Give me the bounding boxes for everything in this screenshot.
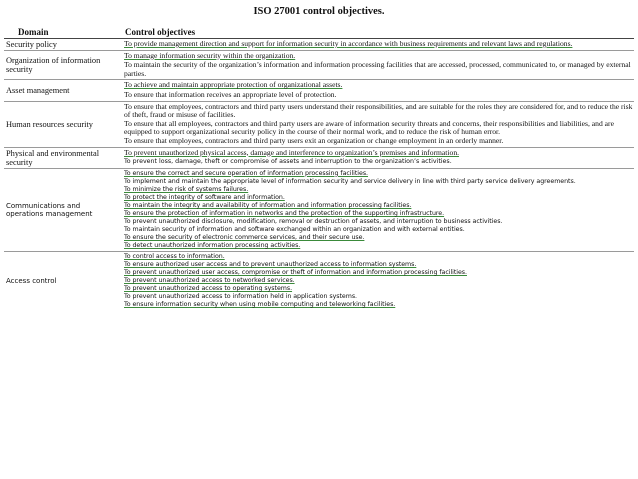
control-objective: To maintain security of information and software exchanged within an organization and with external entities.: [124, 226, 465, 234]
control-objective: To detect unauthorized information processing activities.: [124, 242, 301, 250]
control-objective: To prevent unauthorized access to information held in application systems.: [124, 293, 357, 301]
control-objective: To ensure that information receives an appropriate level of protection.: [124, 89, 337, 99]
domain-cell: Access control: [6, 277, 57, 286]
objectives-cell: [124, 169, 634, 251]
domain-cell: Communications and operations management: [6, 201, 93, 218]
control-objective: To ensure that employees, contractors and third party users understand their responsibilities, and are suitable for the roles they are considered for, and to reduce the risk of theft, fraud or misuse of facilities.: [124, 101, 633, 120]
objectives-cell: [124, 39, 634, 50]
domain-cell: Physical and environmental security: [6, 148, 100, 167]
control-objective: To ensure that all employees, contractors and third party users are aware of information security threats and concerns, their responsibilities and liabilities, and are equipped to support organizational security policy in the course of their normal work, and to reduce the risk of human error.: [124, 118, 614, 137]
domain-cell: Security policy: [6, 39, 57, 49]
objectives-cell: [124, 102, 634, 147]
objectives-table: [4, 39, 634, 311]
table-row-human-resources: [4, 102, 634, 148]
control-objective: To prevent unauthorized disclosure, modification, removal or destruction of assets, and interruption to business activities.: [124, 218, 503, 225]
control-objective: To maintain the security of the organization’s information and information processing facilities that are accessed, processed, communicated to, or managed by external parties.: [124, 60, 631, 78]
control-objective: To control access to information.: [124, 253, 225, 261]
objectives-cell: [124, 80, 634, 100]
domain-cell: Asset management: [6, 85, 70, 95]
domain-cell: Human resources security: [6, 119, 93, 129]
control-objective: To ensure authorized user access and to prevent unauthorized access to information systems.: [124, 261, 417, 269]
control-objective: To prevent unauthorized access to operating systems.: [124, 285, 293, 293]
control-objective: To ensure information security when using mobile computing and teleworking facilities.: [124, 301, 396, 309]
table-row-asset-management: [4, 80, 634, 101]
control-objective: To implement and maintain the appropriate level of information security and service delivery in line with third party service delivery agreements.: [124, 177, 576, 185]
control-objective: To achieve and maintain appropriate protection of organizational assets.: [124, 80, 343, 90]
control-objective: To minimize the risk of systems failures.: [124, 185, 249, 193]
table-row-security-policy: [4, 39, 634, 51]
page-title: ISO 27001 control objectives.: [253, 6, 385, 17]
control-objective: To prevent unauthorized access to networked services.: [124, 277, 295, 285]
control-objective: To ensure the security of electronic commerce services, and their secure use.: [124, 234, 365, 242]
control-objective: To prevent loss, damage, theft or compromise of assets and interruption to the organization’s activities.: [124, 158, 452, 166]
control-objective: To protect the integrity of software and information.: [124, 193, 285, 201]
objectives-cell: [124, 148, 634, 168]
control-objective: To provide management direction and support for information security in accordance with business requirements and relevant laws and regulations.: [124, 39, 573, 48]
control-objective: To prevent unauthorized physical access, damage and interference to organization’s premises and information.: [124, 147, 460, 157]
table-row-organization: [4, 51, 634, 81]
control-objective: To ensure the correct and secure operation of information processing facilities.: [124, 169, 369, 177]
objectives-cell: [124, 252, 634, 310]
control-objective: To ensure the protection of information in networks and the protection of the supporting infrastructure.: [124, 209, 445, 217]
control-objective: To manage information security within the organization.: [124, 50, 296, 60]
control-objective: To prevent unauthorized user access, compromise or theft of information and information processing facilities.: [124, 269, 467, 277]
domain-column-header: Domain: [18, 27, 49, 37]
table-row-access-control: [4, 252, 634, 310]
control-objective: To ensure that employees, contractors and third party users exit an organization or change employment in an orderly manner.: [124, 135, 504, 145]
domain-cell: Organization of information security: [6, 55, 101, 74]
table-row-communications: [4, 169, 634, 252]
objectives-cell: [124, 51, 634, 80]
table-row-physical-security: [4, 148, 634, 169]
control-objective: To maintain the integrity and availability of information and information processing facilities.: [124, 201, 412, 209]
control-objectives-column-header: Control objectives: [125, 27, 196, 37]
